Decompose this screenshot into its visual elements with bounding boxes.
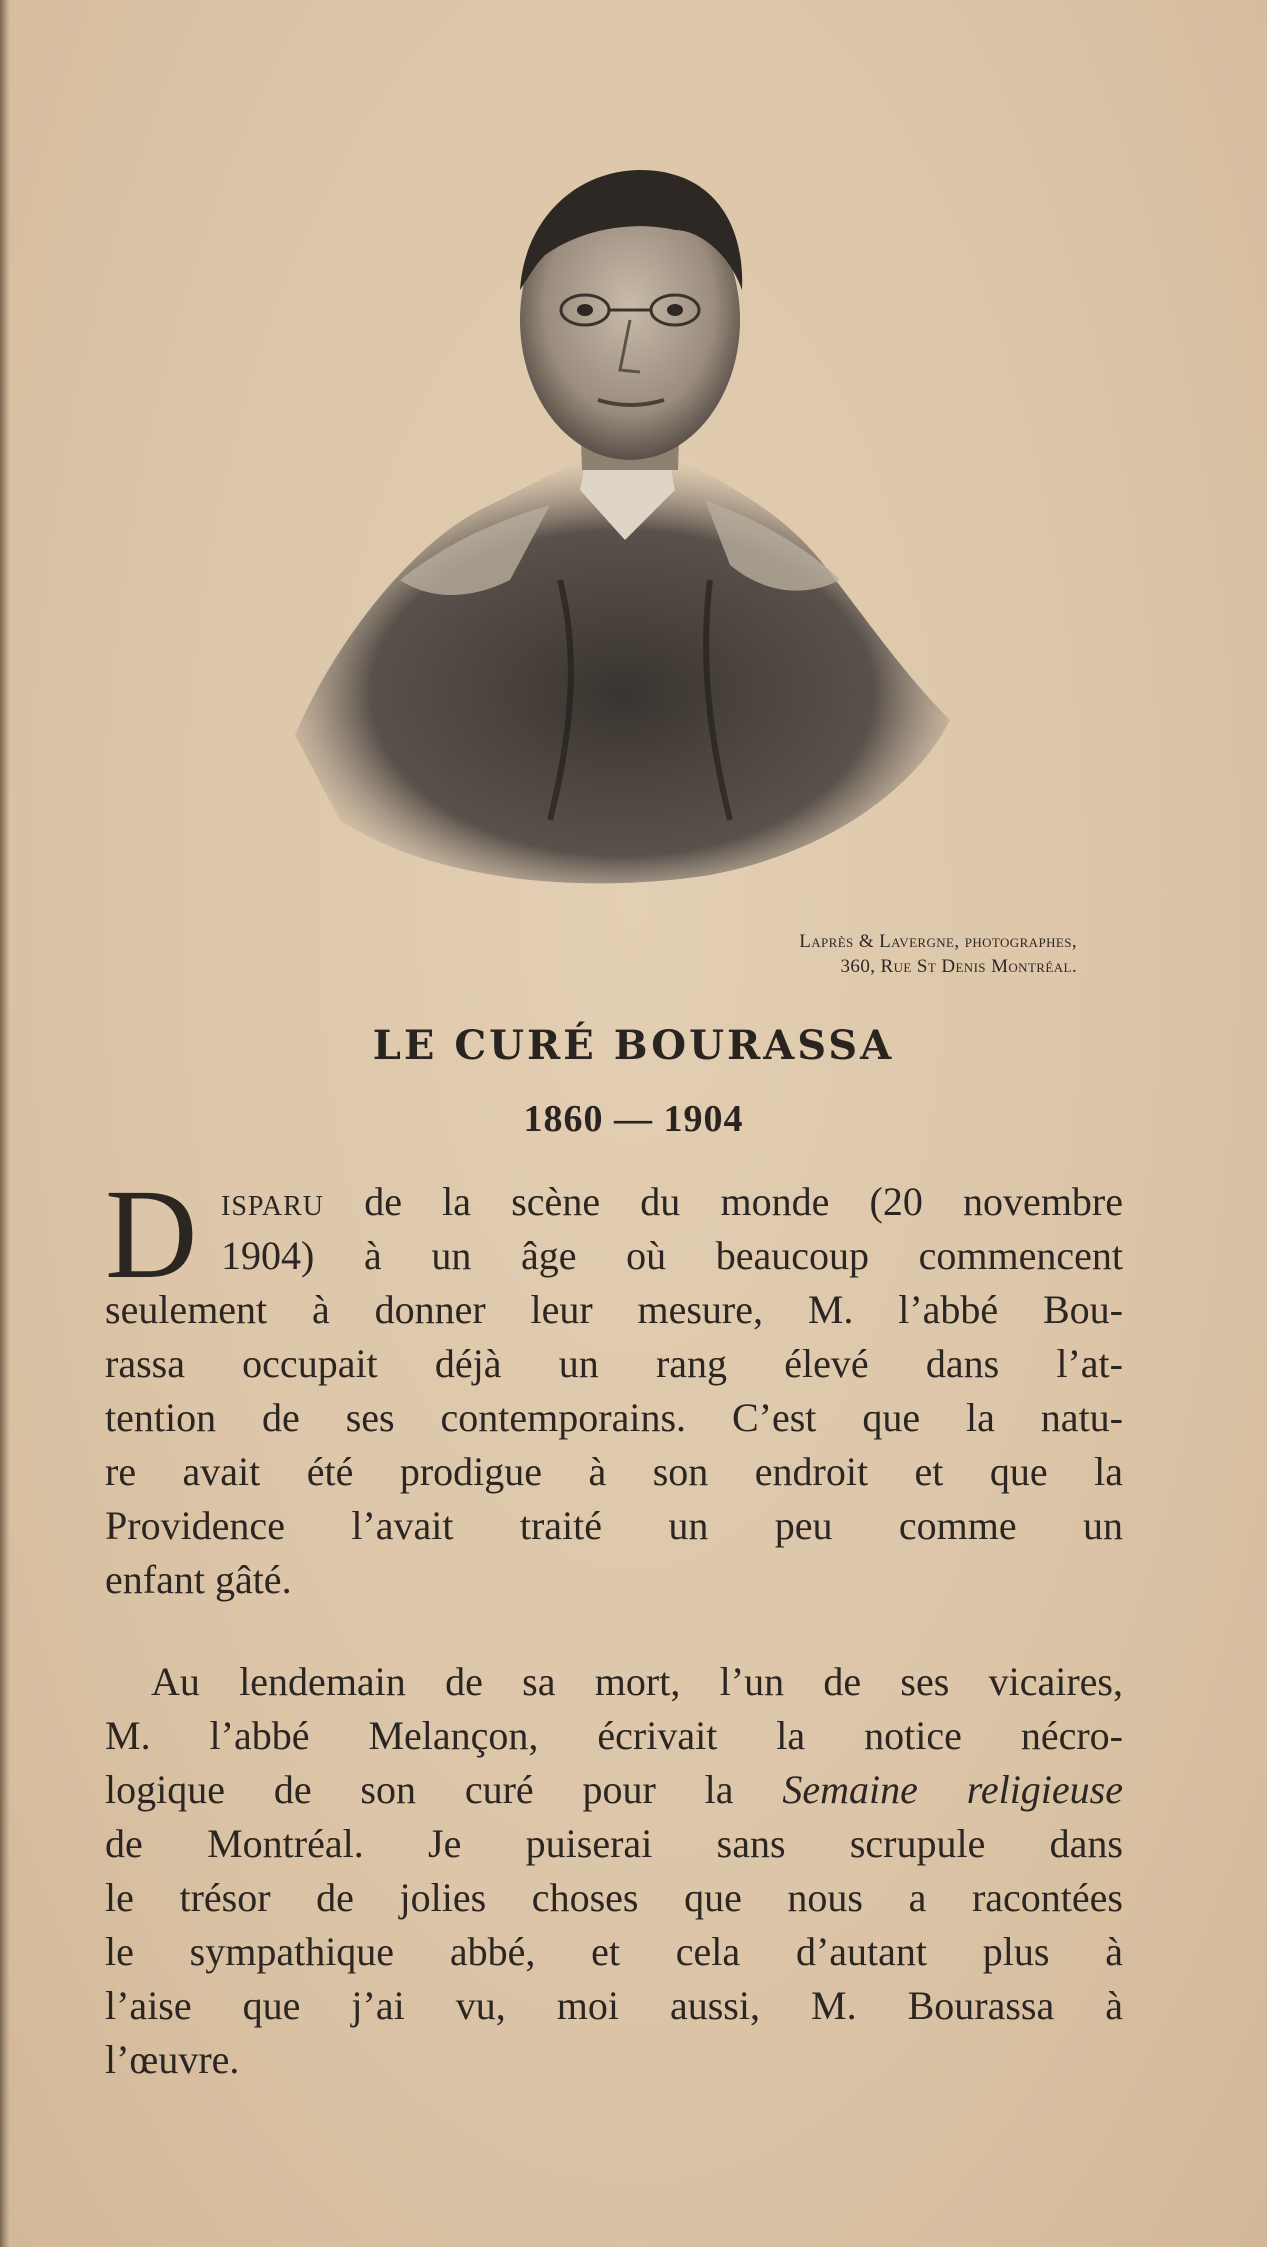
photo-credit-line2: 360, Rue St Denis Montréal.	[840, 956, 1077, 977]
page-title: LE CURÉ BOURASSA	[372, 1022, 895, 1069]
portrait-photo	[280, 160, 970, 900]
paragraph-2-line: l’aise que j’ai vu, moi aussi, M. Bourassa à	[105, 1983, 1123, 2028]
paragraph-1-line: rassa occupait déjà un rang élevé dans l’at-	[105, 1341, 1123, 1386]
paragraph-2-line: de Montréal. Je puiserai sans scrupule dans	[105, 1821, 1123, 1866]
paragraph-2-line: Au lendemain de sa mort, l’un de ses vicaires,	[151, 1659, 1123, 1704]
paragraph-1-line: re avait été prodigue à son endroit et que la	[105, 1449, 1123, 1494]
paragraph-1-line: Providence l’avait traité un peu comme un	[105, 1503, 1123, 1548]
page-dates: 1860 — 1904	[523, 1098, 744, 1140]
paragraph-1-line: 1904) à un âge où beaucoup commencent	[221, 1233, 1123, 1278]
line-text: logique de son curé pour la	[105, 1767, 783, 1812]
line-text: de la scène du monde (20 novembre	[324, 1179, 1123, 1224]
paragraph-2-line: le trésor de jolies choses que nous a racontées	[105, 1875, 1123, 1920]
publication-title: Semaine religieuse	[782, 1767, 1123, 1812]
first-word-small-caps: isparu	[221, 1179, 325, 1224]
paragraph-1-line: enfant gâté.	[105, 1557, 292, 1602]
paragraph-2-line: l’œuvre.	[105, 2037, 240, 2082]
paragraph-1	[105, 1163, 1123, 1607]
paragraph-2	[105, 1655, 1123, 2087]
paragraph-2-line	[105, 1763, 1123, 1817]
photo-credit-line1: Laprès & Lavergne, photographes,	[799, 931, 1077, 952]
paragraph-2-line: le sympathique abbé, et cela d’autant plus à	[105, 1929, 1123, 1974]
paragraph-1-line: tention de ses contemporains. C’est que la natu-	[105, 1395, 1123, 1440]
photo-credit	[477, 929, 1077, 979]
paragraph-1-line	[105, 1175, 1123, 1229]
paragraph-1-line: seulement à donner leur mesure, M. l’abbé Bou-	[105, 1287, 1123, 1332]
drop-cap: D	[105, 1163, 198, 1305]
paragraph-2-line: M. l’abbé Melançon, écrivait la notice nécro-	[105, 1713, 1123, 1758]
